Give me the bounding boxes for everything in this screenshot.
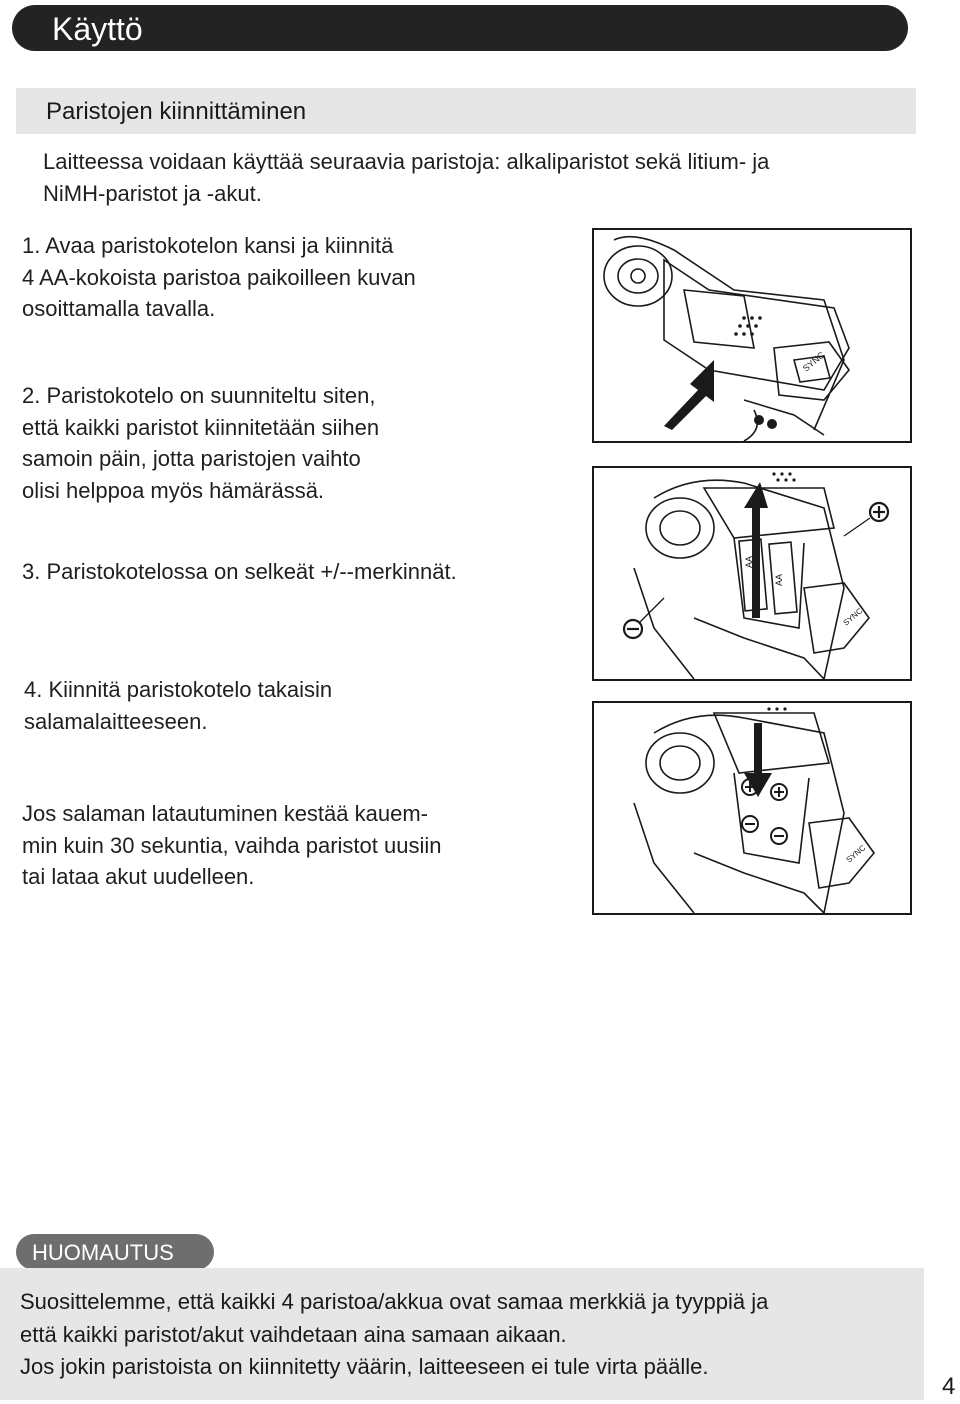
step-1: 1. Avaa paristokotelon kansi ja kiinnitä 4 AA-kokoista paristoa paikoilleen kuvan osoittamalla tavalla. [22,233,416,321]
step-4: 4. Kiinnitä paristokotelo takaisin salamalaitteeseen. [24,677,333,734]
section-title: Paristojen kiinnittäminen [16,88,916,134]
note-line: Jos jokin paristoista on kiinnitetty väärin, laitteeseen ei tule virta päälle. [20,1354,709,1379]
step-2: 2. Paristokotelo on suunniteltu siten, että kaikki paristot kiinnitetään siihen samoin päin, jotta paristojen vaihto olisi helppoa myös hämärässä. [22,383,380,503]
recharge-warning: Jos salaman latautuminen kestää kauem- min kuin 30 sekuntia, vaihda paristot uusiin tai lataa akut uudelleen. [22,801,442,889]
reattach-cover-illustration [592,701,912,915]
note-line: Suosittelemme, että kaikki 4 paristoa/akkua ovat samaa merkkiä ja tyyppiä ja [20,1289,769,1314]
sync-label-3: SYNC [844,843,868,865]
note-label: HUOMAUTUS [16,1234,214,1270]
step-3: 3. Paristokotelossa on selkeät +/--merkinnät. [22,559,457,584]
page-number: 4 [942,1373,956,1400]
sync-label-2: SYNC [841,606,865,628]
insert-batteries-illustration [592,466,912,681]
intro-paragraph: Laitteessa voidaan käyttää seuraavia paristoja: alkaliparistot sekä litium- ja NiMH-paristot ja -akut. [43,149,770,206]
note-box [0,1268,924,1400]
sync-label: SYNC [800,349,827,374]
battery-label-2: AA [774,573,784,586]
page-title: Käyttö [12,5,908,51]
battery-label: AA [744,555,754,568]
note-line: että kaikki paristot/akut vaihdetaan aina samaan aikaan. [20,1321,567,1347]
open-cover-illustration [592,228,912,443]
